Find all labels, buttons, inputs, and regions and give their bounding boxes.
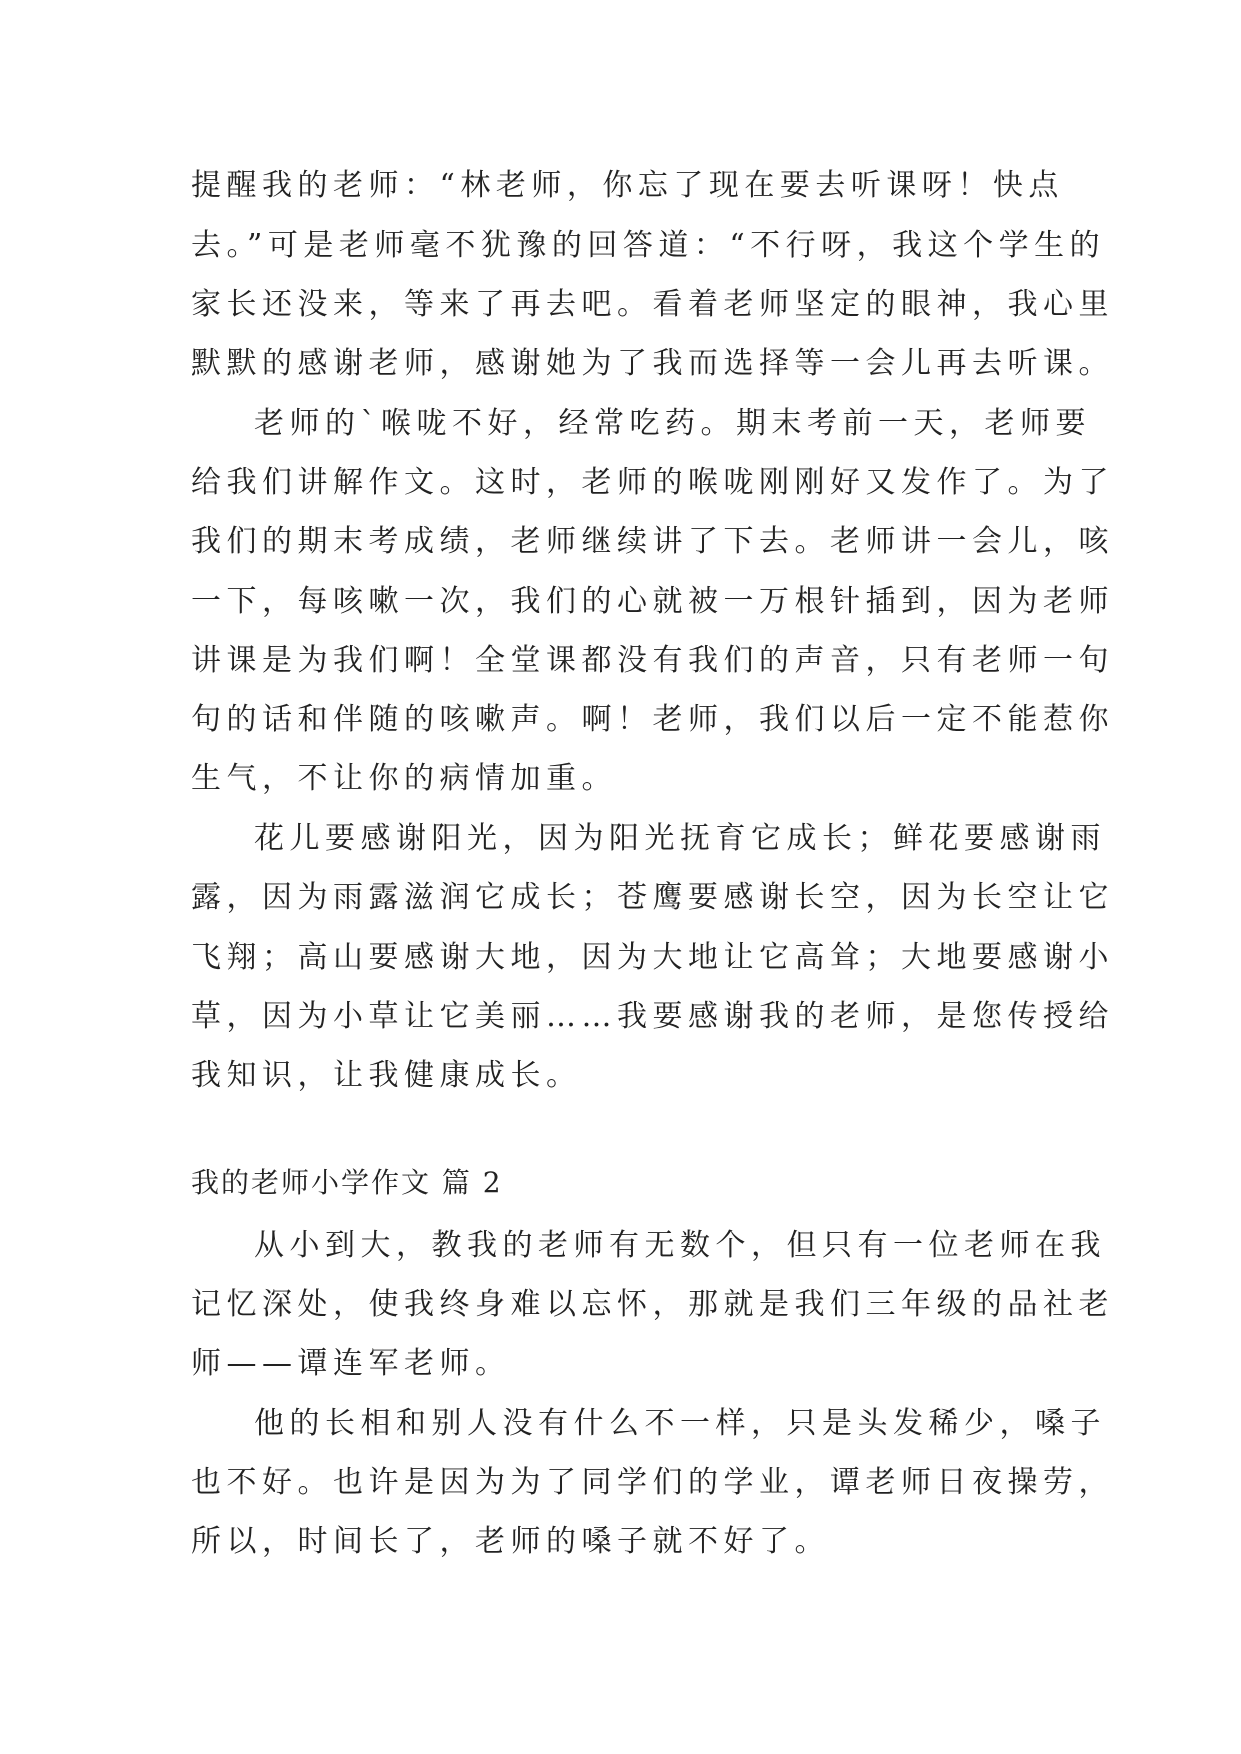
text-line: 去。”可是老师毫不犹豫的回答道：“不行呀，我这个学生的: [191, 228, 1106, 263]
text-line: 露，因为雨露滋润它成长；苍鹰要感谢长空，因为长空让它: [191, 880, 1114, 915]
text-line: 草，因为小草让它美丽……我要感谢我的老师，是您传授给: [191, 999, 1114, 1034]
text-line: 也不好。也许是因为为了同学们的学业，谭老师日夜操劳，: [191, 1465, 1114, 1500]
text-line: 花儿要感谢阳光，因为阳光抚育它成长；鲜花要感谢雨: [254, 821, 1106, 856]
text-line: 提醒我的老师：“林老师，你忘了现在要去听课呀！快点: [191, 168, 1064, 203]
text-line: 飞翔；高山要感谢大地，因为大地让它高耸；大地要感谢小: [191, 940, 1114, 975]
text-line: 我们的期末考成绩，老师继续讲了下去。老师讲一会儿，咳: [191, 524, 1114, 559]
text-line: 生气，不让你的病情加重。: [191, 761, 617, 796]
text-line: 讲课是为我们啊！全堂课都没有我们的声音，只有老师一句: [191, 643, 1114, 678]
text-line: 他的长相和别人没有什么不一样，只是头发稀少，嗓子: [254, 1406, 1106, 1441]
text-line: 老师的`喉咙不好，经常吃药。期末考前一天，老师要: [254, 406, 1091, 441]
text-line: 默默的感谢老师，感谢她为了我而选择等一会儿再去听课。: [191, 346, 1114, 381]
text-line: 我知识，让我健康成长。: [191, 1058, 582, 1093]
text-line: 给我们讲解作文。这时，老师的喉咙刚刚好又发作了。为了: [191, 465, 1114, 500]
text-line: 所以，时间长了，老师的嗓子就不好了。: [191, 1524, 830, 1559]
section-title: 我的老师小学作文 篇 2: [191, 1166, 503, 1199]
text-line: 句的话和伴随的咳嗽声。啊！老师，我们以后一定不能惹你: [191, 702, 1114, 737]
text-line: 家长还没来，等来了再去吧。看着老师坚定的眼神，我心里: [191, 287, 1114, 322]
text-line: 一下，每咳嗽一次，我们的心就被一万根针插到，因为老师: [191, 584, 1114, 619]
text-line: 从小到大，教我的老师有无数个，但只有一位老师在我: [254, 1228, 1106, 1263]
text-line: 师——谭连军老师。: [191, 1346, 511, 1381]
text-line: 记忆深处，使我终身难以忘怀，那就是我们三年级的品社老: [191, 1287, 1114, 1322]
